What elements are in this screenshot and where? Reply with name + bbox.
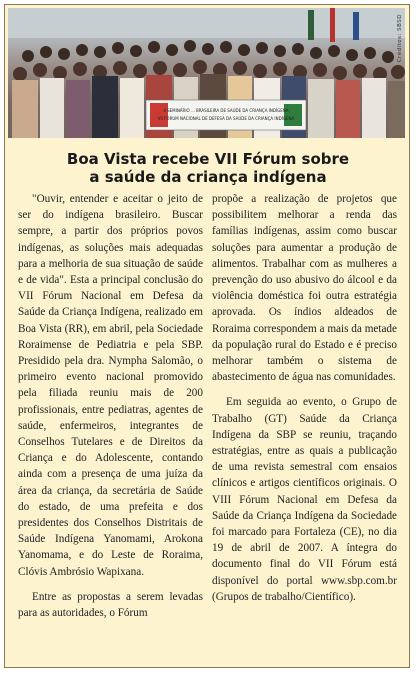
- article-title-line-1: Boa Vista recebe VII Fórum sobre: [66, 150, 350, 168]
- group-photo-illustration: [8, 8, 405, 138]
- group-photo: [8, 8, 405, 138]
- banner-text-2: VII FÓRUM NACIONAL DE DEFESA DA SAÚDE DA CRIANÇA INDÍGENA: [157, 116, 295, 121]
- paragraph: Em seguida ao evento, o Grupo de Trabalho (GT) Saúde da Criança Indígena da SBP se reuniu, traçando estratégias, entre as quais a publicação de uma revista semestral com ensaios clínicos e artigos científicos originais. O VIII Fórum Nacional em Defesa da Saúde da Criança Indígena da Sociedade foi marcado para Fortaleza (CE), no dia 19 de abril de 2007. A íntegra do documento final do VII Fórum está disponível do portal www.sbp.com.br (Grupos de trabalho/Científico).: [212, 396, 397, 603]
- article-title: [5, 150, 410, 186]
- photo-credit: Créditos: SBSD: [397, 14, 403, 63]
- paragraph: "Ouvir, entender e aceitar o jeito de ser do indígena brasileiro. Buscar sempre, a partir dos próprios povos indígenas, as soluções mais adequadas para a melhoria de sua situação de saúde e de vida". Esta a principal conclusão do VII Fórum Nacional em Defesa da Saúde da Criança Indígena, realizado em Boa Vista (RR), em abril, pela Sociedade Roraimense de Pediatria e pela SBP. Presidido pela dra. Nympha Salomão, o primeiro evento nacional promovido pela filiada reuniu mais de 200 profissionais, entre pediatras, agentes de saúde, enfermeiros, integrantes de Conselhos Tutelares e de Direitos da Criança e do Adolescente, contando ainda com a presença de uma juíza da área da criança, da secretária de Saúde do estado, de uma prefeita e dos presidentes dos Conselhos Distritais de Saúde Indígena Yanomami, Arokona Yanomama, e do Leste de Roraima, Clóvis Ambrósio Wapixana.: [18, 193, 203, 578]
- paragraph: propõe a realização de projetos que possibilitem melhorar a renda das famílias indígenas, assim como buscar soluções para aumentar a produção de alimentos. Trabalhar com as mulheres a prevenção do uso abusivo do álcool e da violência doméstica foi outra estratégia aprovada. Os índios aldeados de Roraima correspondem a mais da metade da população rural do Estado e é preciso melhorar também o sistema de abastecimento de água nas comunidades.: [212, 193, 397, 384]
- article-column-left: [18, 191, 203, 630]
- article-column-right: [212, 191, 397, 614]
- article-card: [4, 4, 410, 668]
- paragraph: Entre as propostas a serem levadas para as autoridades, o Fórum: [18, 590, 203, 620]
- article-title-line-2: a saúde da criança indígena: [89, 168, 327, 186]
- banner-text-1: II SEMINÁRIO ... BRASILEIRA DE SAÚDE DA CRIANÇA INDÍGENA: [163, 108, 289, 113]
